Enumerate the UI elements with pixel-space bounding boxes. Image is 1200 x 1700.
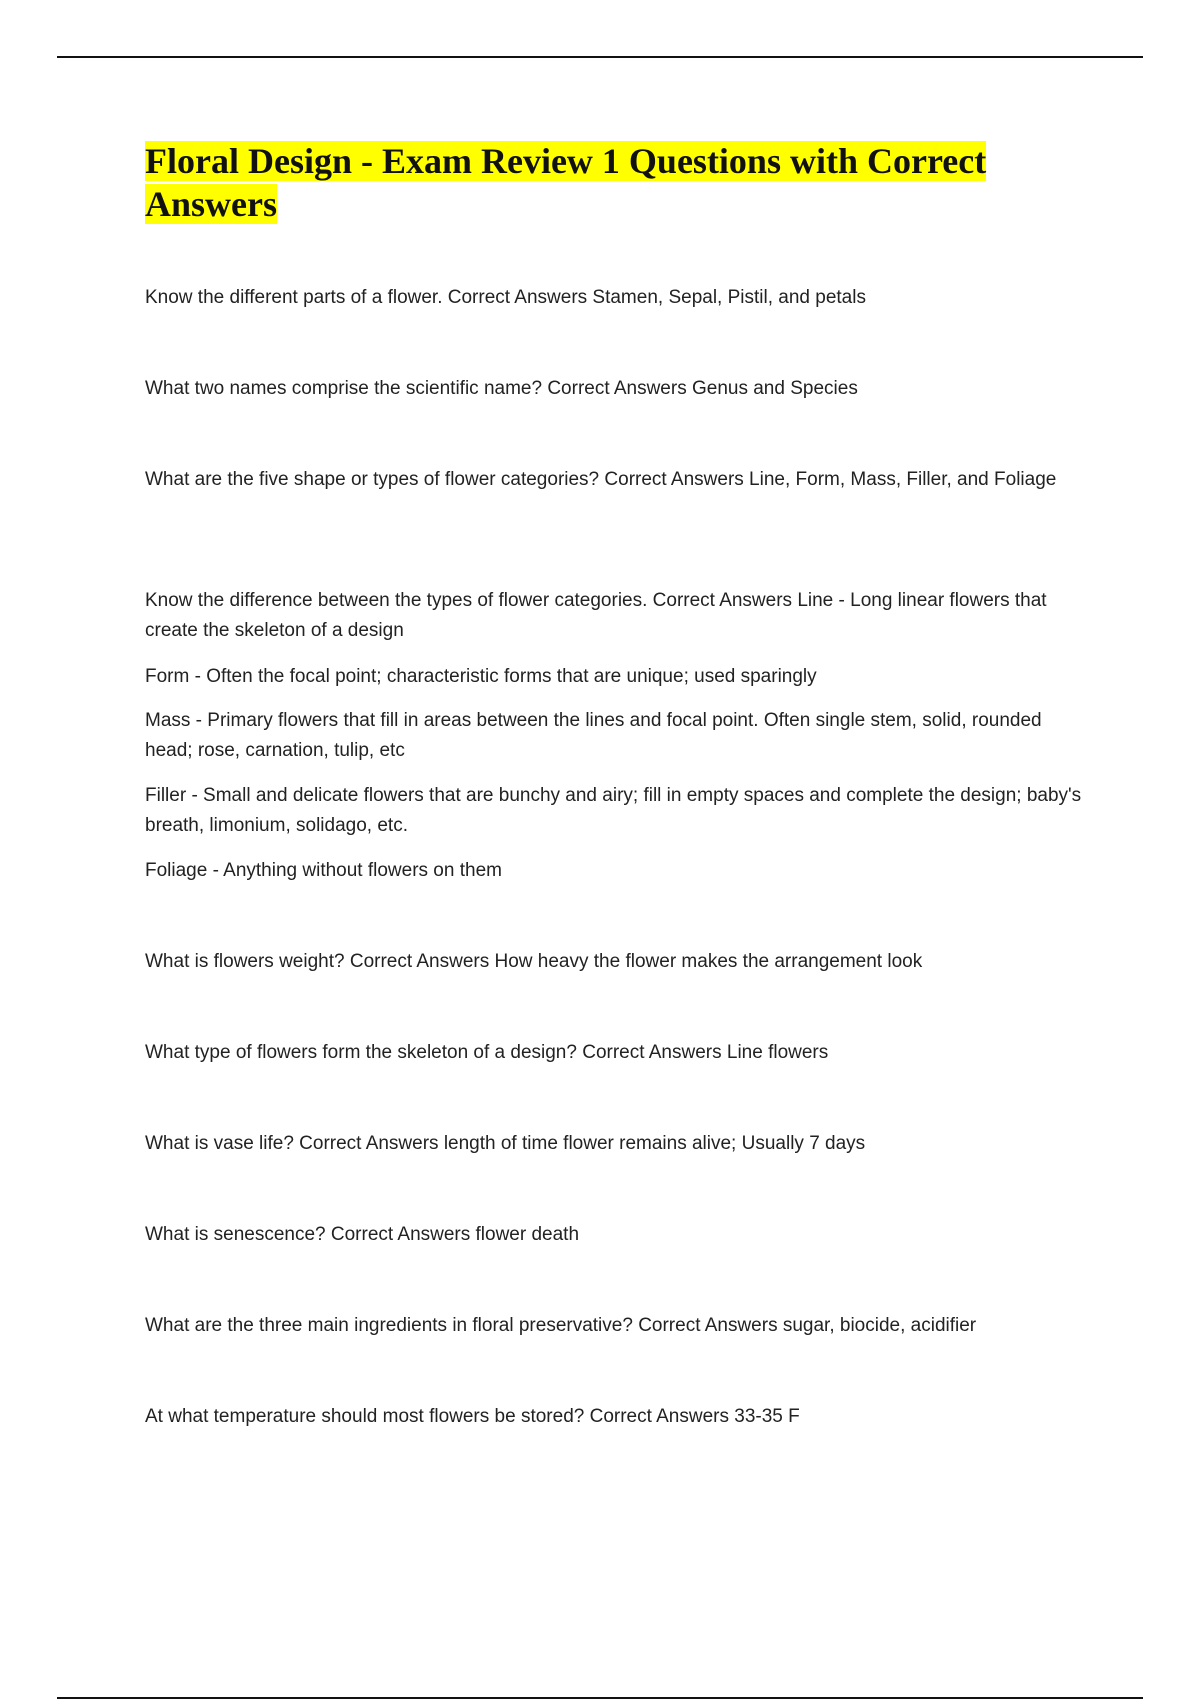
top-page-rule <box>57 56 1143 58</box>
qa-item-category-differences: Know the difference between the types of flower categories. Correct Answers Line - Long linear flowers that create the skeleton of a design <box>145 590 1047 641</box>
qa-item-form: Form - Often the focal point; characteristic forms that are unique; used sparingly <box>145 666 817 687</box>
qa-item-filler: Filler - Small and delicate flowers that are bunchy and airy; fill in empty spaces and complete the design; baby's breath, limonium, solidago, etc. <box>145 785 1082 836</box>
document-title-highlight: Floral Design - Exam Review 1 Questions with Correct Answers <box>145 141 987 224</box>
qa-item-mass: Mass - Primary flowers that fill in areas between the lines and focal point. Often single stem, solid, rounded head; rose, carnation, tulip, etc <box>145 710 1042 761</box>
qa-item-flower-weight: What is flowers weight? Correct Answers How heavy the flower makes the arrangement look <box>145 951 923 972</box>
bottom-page-rule <box>57 1697 1143 1699</box>
qa-item-preservative: What are the three main ingredients in floral preservative? Correct Answers sugar, biocide, acidifier <box>145 1315 977 1336</box>
qa-item-scientific-name: What two names comprise the scientific name? Correct Answers Genus and Species <box>145 378 858 399</box>
qa-item-storage-temperature: At what temperature should most flowers be stored? Correct Answers 33-35 F <box>145 1406 800 1427</box>
document-title <box>145 140 1045 226</box>
qa-item-flower-parts: Know the different parts of a flower. Correct Answers Stamen, Sepal, Pistil, and petals <box>145 287 866 308</box>
qa-item-foliage: Foliage - Anything without flowers on them <box>145 860 502 881</box>
qa-item-vase-life: What is vase life? Correct Answers length of time flower remains alive; Usually 7 days <box>145 1133 866 1154</box>
qa-item-senescence: What is senescence? Correct Answers flower death <box>145 1224 580 1245</box>
qa-item-flower-categories: What are the five shape or types of flower categories? Correct Answers Line, Form, Mass, Filler, and Foliage <box>145 469 1057 490</box>
qa-item-skeleton: What type of flowers form the skeleton of a design? Correct Answers Line flowers <box>145 1042 829 1063</box>
